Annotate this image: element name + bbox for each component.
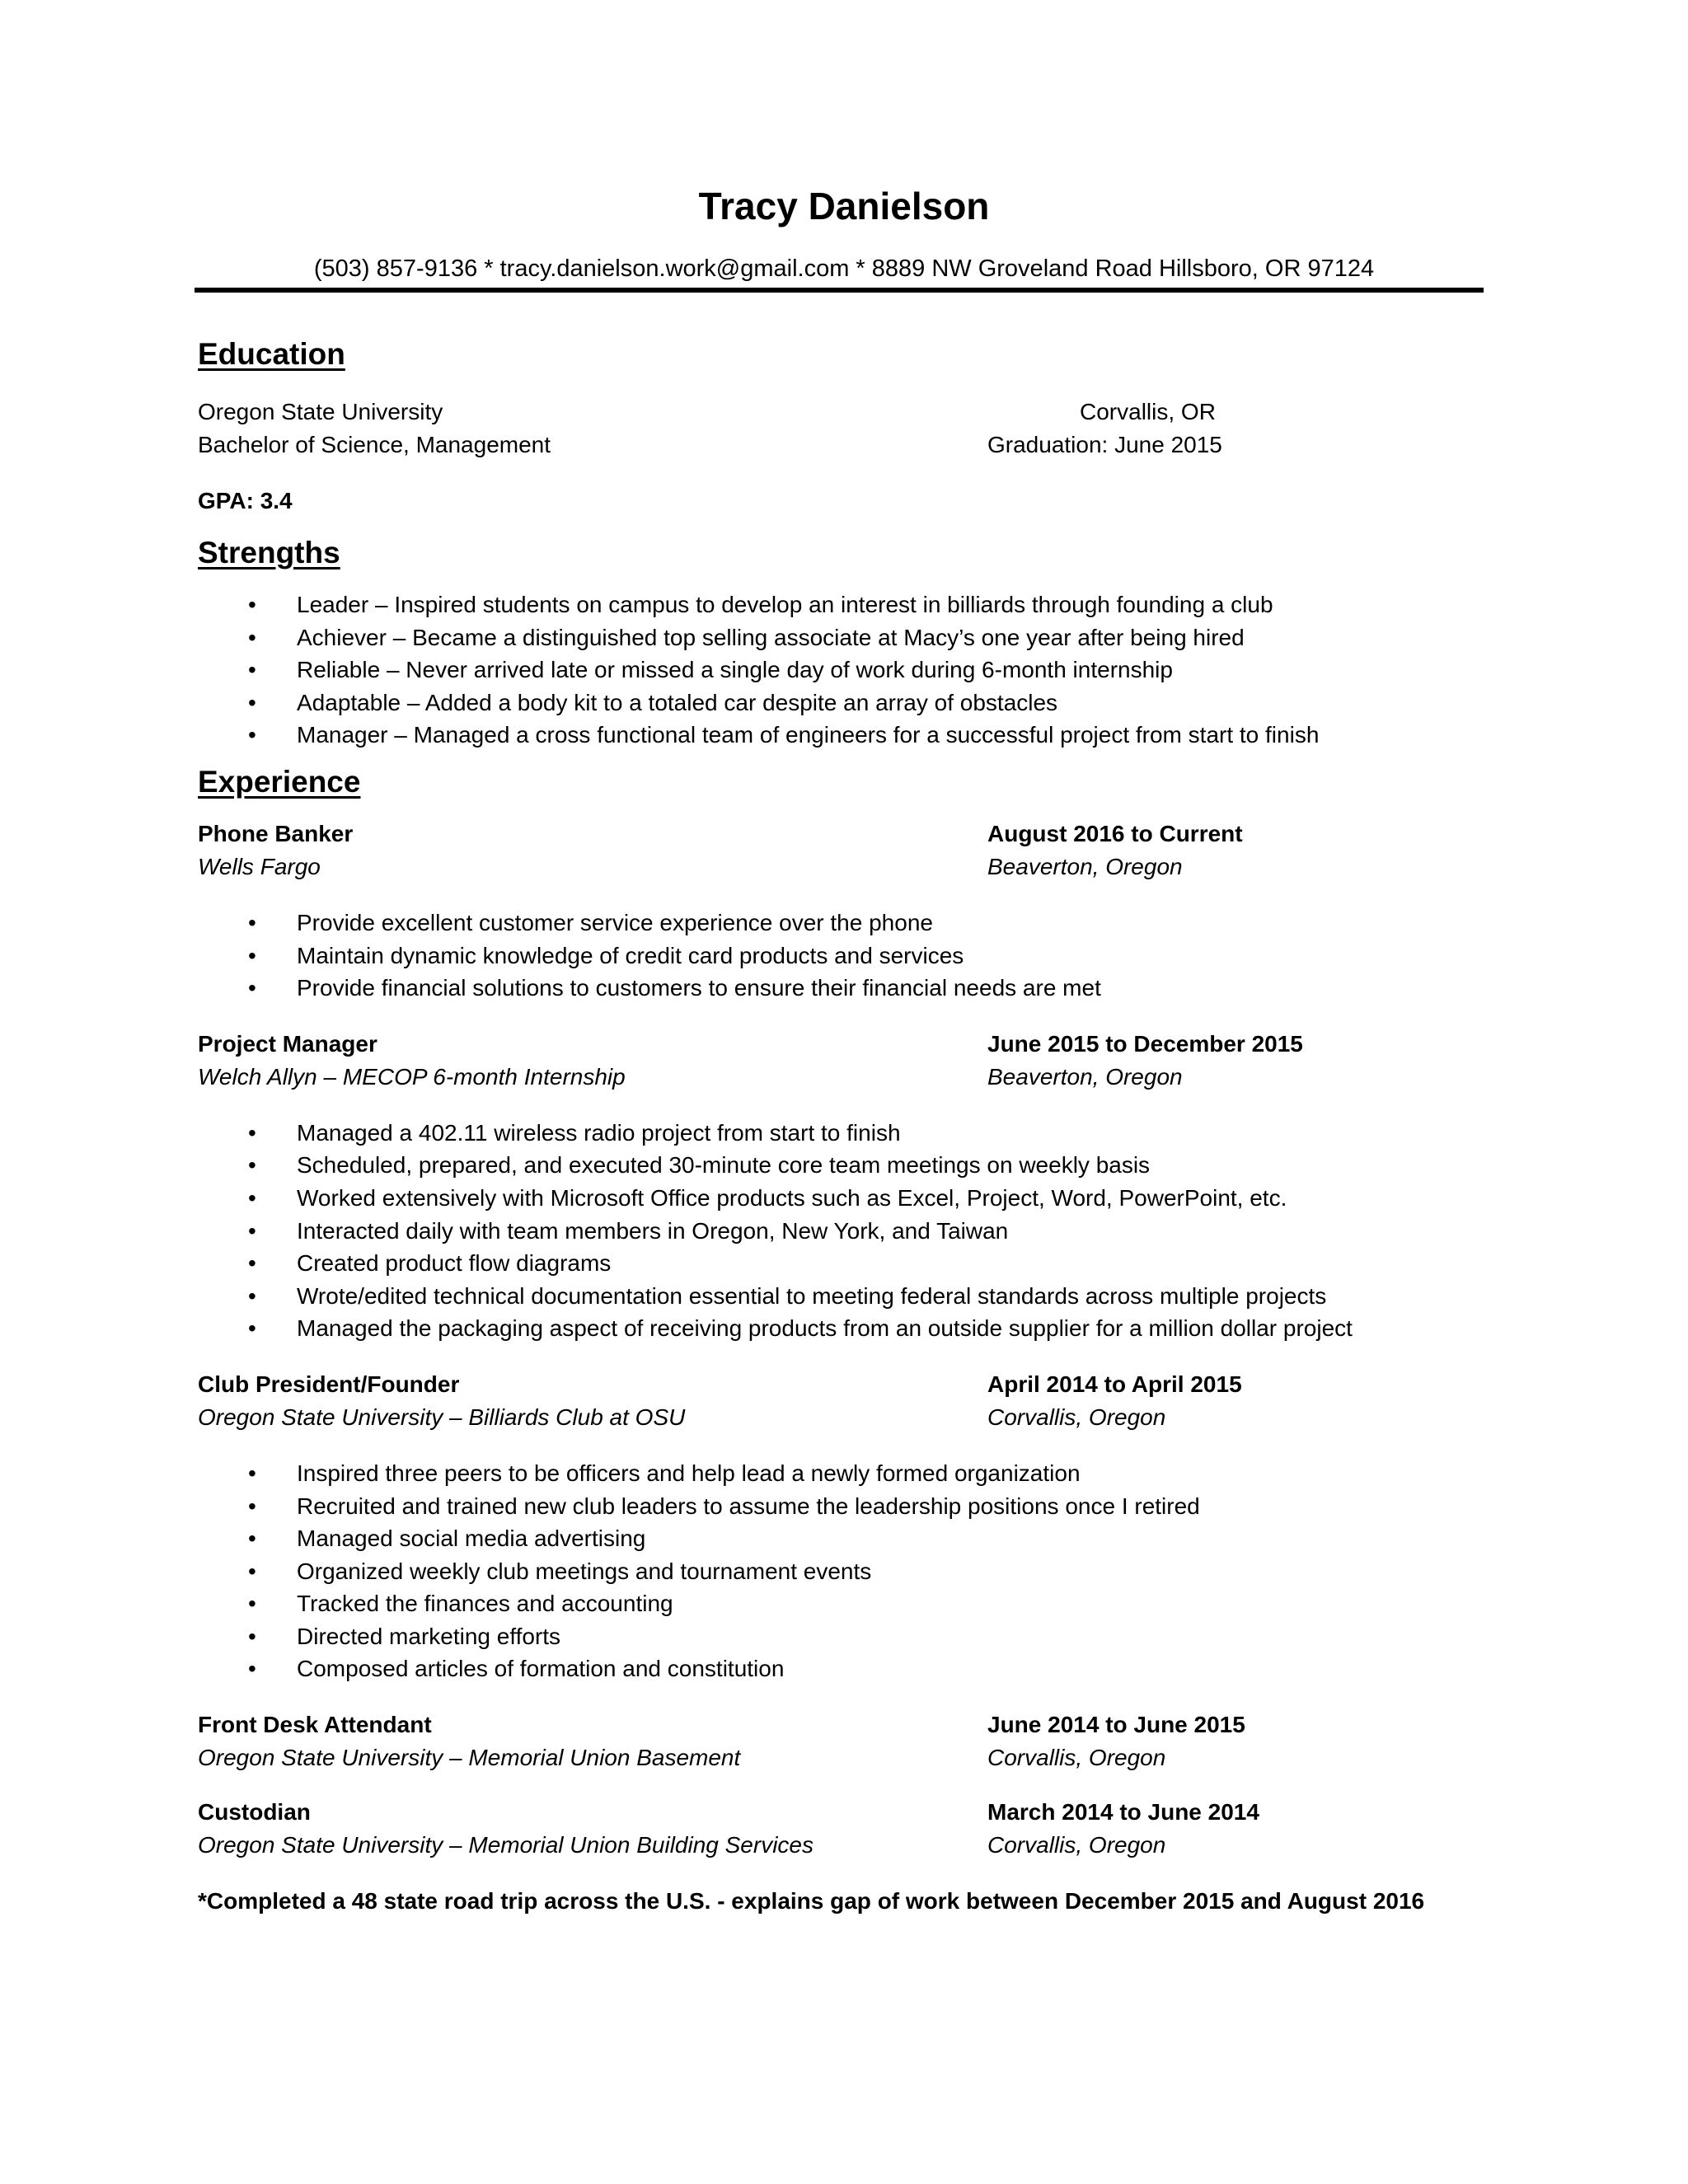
job-org-row: [198, 1401, 1500, 1434]
job-location: Beaverton, Oregon: [987, 1063, 1183, 1090]
school-location: Corvallis, OR: [1080, 399, 1216, 424]
job-org-row: [198, 1829, 1500, 1862]
job-bullets: [198, 1117, 1500, 1345]
job-dates: March 2014 to June 2014: [987, 1799, 1259, 1825]
job-title-row: [198, 818, 1500, 851]
list-item: • Organized weekly club meetings and tournament events: [198, 1555, 1500, 1588]
job-org-row: [198, 1061, 1500, 1094]
resume-body: [198, 334, 1500, 1918]
list-item: • Managed the packaging aspect of receiving products from an outside supplier for a million dollar project: [198, 1312, 1500, 1345]
bullet-icon: •: [248, 1119, 256, 1146]
graduation-date: Graduation: June 2015: [987, 432, 1222, 457]
experience-heading: Experience: [198, 764, 361, 799]
job-location: Corvallis, Oregon: [987, 1745, 1166, 1771]
list-item: • Created product flow diagrams: [198, 1247, 1500, 1280]
job-location: Corvallis, Oregon: [987, 1832, 1166, 1858]
list-item: • Manager – Managed a cross functional team of engineers for a successful project from start to finish: [198, 719, 1500, 752]
list-item: • Tracked the finances and accounting: [198, 1587, 1500, 1620]
bullet-icon: •: [248, 1460, 256, 1486]
list-item: • Inspired three peers to be officers and help lead a newly formed organization: [198, 1457, 1500, 1490]
bullet-icon: •: [248, 1623, 256, 1649]
bullet-icon: •: [248, 1152, 256, 1179]
bullet-icon: •: [248, 624, 256, 650]
bullet-icon: •: [248, 942, 256, 968]
school-name: Oregon State University: [198, 399, 443, 424]
education-degree-row: [198, 429, 1500, 462]
job-title-row: [198, 1796, 1500, 1829]
job-title: Club President/Founder: [198, 1371, 460, 1397]
bullet-icon: •: [248, 1217, 256, 1244]
list-item: • Leader – Inspired students on campus to develop an interest in billiards through founding a club: [198, 588, 1500, 621]
job-bullets: [198, 907, 1500, 1005]
job-org: Oregon State University – Memorial Union Building Services: [198, 1832, 814, 1858]
job-dates: June 2014 to June 2015: [987, 1712, 1245, 1738]
bullet-icon: •: [248, 1526, 256, 1552]
bullet-icon: •: [248, 657, 256, 683]
job-org-row: [198, 851, 1500, 883]
gpa: GPA: 3.4: [198, 488, 293, 513]
job-dates: April 2014 to April 2015: [987, 1371, 1242, 1397]
bullet-icon: •: [248, 975, 256, 1001]
job-dates: August 2016 to Current: [987, 820, 1243, 846]
job-title-row: [198, 1368, 1500, 1401]
bullet-icon: •: [248, 1656, 256, 1682]
job-title-row: [198, 1028, 1500, 1061]
job-org-row: [198, 1741, 1500, 1774]
job-title: Project Manager: [198, 1030, 377, 1057]
job-org: Oregon State University – Memorial Union Basement: [198, 1745, 741, 1771]
job-location: Beaverton, Oregon: [987, 853, 1183, 879]
list-item: • Directed marketing efforts: [198, 1620, 1500, 1653]
bullet-icon: •: [248, 909, 256, 935]
candidate-name: Tracy Danielson: [698, 185, 990, 227]
contact-line: (503) 857-9136 * tracy.danielson.work@gmail.com * 8889 NW Groveland Road Hillsboro, OR 97124: [313, 255, 1375, 282]
bullet-icon: •: [248, 1493, 256, 1519]
list-item: • Achiever – Became a distinguished top selling associate at Macy’s one year after being hired: [198, 621, 1500, 654]
bullet-icon: •: [248, 722, 256, 748]
job-bullets: [198, 1457, 1500, 1685]
list-item: • Managed a 402.11 wireless radio project from start to finish: [198, 1117, 1500, 1150]
header-divider: [195, 288, 1484, 293]
list-item: • Provide excellent customer service experience over the phone: [198, 907, 1500, 940]
job-title: Custodian: [198, 1799, 311, 1825]
job-dates: June 2015 to December 2015: [987, 1030, 1303, 1057]
bullet-icon: •: [248, 1250, 256, 1277]
list-item: • Adaptable – Added a body kit to a totaled car despite an array of obstacles: [198, 687, 1500, 719]
list-item: • Scheduled, prepared, and executed 30-minute core team meetings on weekly basis: [198, 1149, 1500, 1182]
list-item: • Provide financial solutions to customers to ensure their financial needs are met: [198, 972, 1500, 1005]
employment-gap-note: *Completed a 48 state road trip across the U.S. - explains gap of work between December 2015 and August 2016: [198, 1888, 1425, 1915]
job-org: Welch Allyn – MECOP 6-month Internship: [198, 1063, 626, 1090]
education-heading: Education: [198, 337, 345, 371]
list-item: • Reliable – Never arrived late or missed a single day of work during 6-month internship: [198, 654, 1500, 687]
list-item: • Maintain dynamic knowledge of credit card products and services: [198, 940, 1500, 972]
list-item: • Composed articles of formation and constitution: [198, 1652, 1500, 1685]
list-item: • Interacted daily with team members in Oregon, New York, and Taiwan: [198, 1215, 1500, 1248]
bullet-icon: •: [248, 1591, 256, 1617]
bullet-icon: •: [248, 1282, 256, 1309]
job-title: Front Desk Attendant: [198, 1712, 432, 1738]
list-item: • Managed social media advertising: [198, 1522, 1500, 1555]
strengths-list: [198, 588, 1500, 752]
degree: Bachelor of Science, Management: [198, 432, 551, 457]
bullet-icon: •: [248, 1184, 256, 1211]
bullet-icon: •: [248, 689, 256, 715]
job-org: Wells Fargo: [198, 853, 321, 879]
list-item: • Recruited and trained new club leaders to assume the leadership positions once I retired: [198, 1490, 1500, 1523]
job-title-row: [198, 1708, 1500, 1741]
job-org: Oregon State University – Billiards Club at OSU: [198, 1404, 686, 1430]
list-item: • Wrote/edited technical documentation essential to meeting federal standards across multiple projects: [198, 1280, 1500, 1313]
strengths-heading: Strengths: [198, 536, 340, 569]
education-school-row: [198, 396, 1500, 429]
bullet-icon: •: [248, 1558, 256, 1584]
bullet-icon: •: [248, 1315, 256, 1342]
list-item: • Worked extensively with Microsoft Office products such as Excel, Project, Word, PowerPoint, etc.: [198, 1182, 1500, 1215]
job-title: Phone Banker: [198, 820, 354, 846]
bullet-icon: •: [248, 592, 256, 617]
job-location: Corvallis, Oregon: [987, 1404, 1166, 1430]
